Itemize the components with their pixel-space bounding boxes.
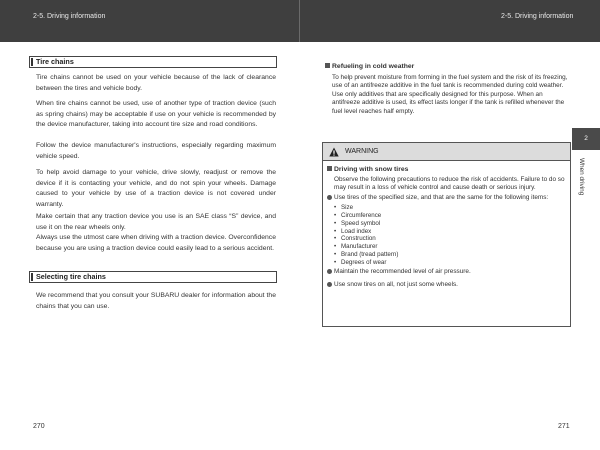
warning-item-3-text: Use snow tires on all, not just some wheels. — [334, 281, 458, 288]
refueling-para-1: To help prevent moisture from forming in the fuel system and the risk of its freezing, use of an antifreeze additive in the fuel tank is recommended during cold weather. — [332, 74, 568, 90]
square-bullet-icon — [327, 166, 332, 171]
bullet-dot-icon — [327, 195, 332, 200]
list-item: • Construction — [327, 235, 565, 243]
snow-tires-heading: Driving with snow tires — [334, 166, 409, 173]
square-bullet-icon — [325, 63, 330, 68]
selecting-tire-chains-heading: Selecting tire chains — [29, 271, 277, 283]
selecting-tire-chains-para: We recommend that you consult your SUBARU dealer for information about the chains that you can use. — [36, 292, 276, 310]
list-item: • Load index — [327, 228, 565, 236]
list-item: • Manufacturer — [327, 243, 565, 251]
chapter-number: 2 — [572, 128, 600, 150]
page-number-right: 271 — [558, 423, 570, 430]
page-header — [0, 0, 600, 42]
header-divider — [299, 0, 300, 42]
tire-items-list — [327, 204, 565, 266]
list-item: • Size — [327, 204, 565, 212]
bullet-dot-icon — [327, 269, 332, 274]
warning-label: WARNING — [345, 148, 379, 155]
refueling-para-2: Use only additives that are specifically designed for this purpose. When an antifreeze additive is used, its effect lasts longer if the tank is refilled whenever the fuel level reaches half empty. — [332, 90, 565, 115]
refueling-heading: Refueling in cold weather — [332, 63, 415, 70]
right-header-title: 2-5. Driving information — [501, 13, 574, 20]
warning-item-3 — [327, 281, 565, 289]
tire-chains-para-5: Make certain that any traction device you use is an SAE class “S” device, and use it on the rear wheels only. — [36, 213, 276, 231]
tire-chains-para-6: Always use the utmost care when driving with a traction device. Overconfidence because you are using a traction device could easily lead to a serious accident. — [36, 234, 276, 252]
list-item: • Speed symbol — [327, 220, 565, 228]
tire-chains-para-2: When tire chains cannot be used, use of another type of traction device (such as spring chains) may be acceptable if use on your vehicle is recommended by the device manufacturer, taking into account tire size and road conditions. — [36, 100, 276, 129]
warning-item-1-text: Use tires of the specified size, and that are the same for the following items: — [334, 193, 549, 201]
list-item: • Circumference — [327, 212, 565, 220]
left-header-title: 2-5. Driving information — [33, 13, 106, 20]
bullet-dot-icon — [327, 282, 332, 287]
chapter-side-tab — [572, 128, 600, 248]
warning-triangle-icon — [329, 147, 339, 157]
warning-item-2-text: Maintain the recommended level of air pressure. — [334, 267, 471, 275]
tire-chains-para-3: Follow the device manufacturer's instructions, especially regarding maximum vehicle speed. — [36, 142, 276, 160]
snow-tires-intro: Observe the following precautions to reduce the risk of accidents. Failure to do so may result in a loss of vehicle control and cause death or serious injury. — [334, 176, 565, 192]
warning-item-2 — [327, 268, 565, 276]
warning-box — [322, 142, 571, 327]
refueling-section — [325, 62, 570, 116]
page-number-left: 270 — [33, 423, 45, 430]
list-item: • Degrees of wear — [327, 259, 565, 267]
chapter-label: When driving — [578, 158, 585, 196]
tire-chains-heading: Tire chains — [29, 56, 277, 68]
warning-item-1 — [327, 194, 565, 202]
warning-header — [323, 143, 570, 161]
list-item: • Brand (tread pattern) — [327, 251, 565, 259]
tire-chains-para-1: Tire chains cannot be used on your vehicle because of the lack of clearance between the tires and vehicle body. — [36, 74, 276, 92]
tire-chains-para-4: To help avoid damage to your vehicle, drive slowly, readjust or remove the device if it is contacting your vehicle, and do not spin your wheels. Damage caused to your vehicle by use of a traction device is not covered under warranty. — [36, 169, 276, 208]
